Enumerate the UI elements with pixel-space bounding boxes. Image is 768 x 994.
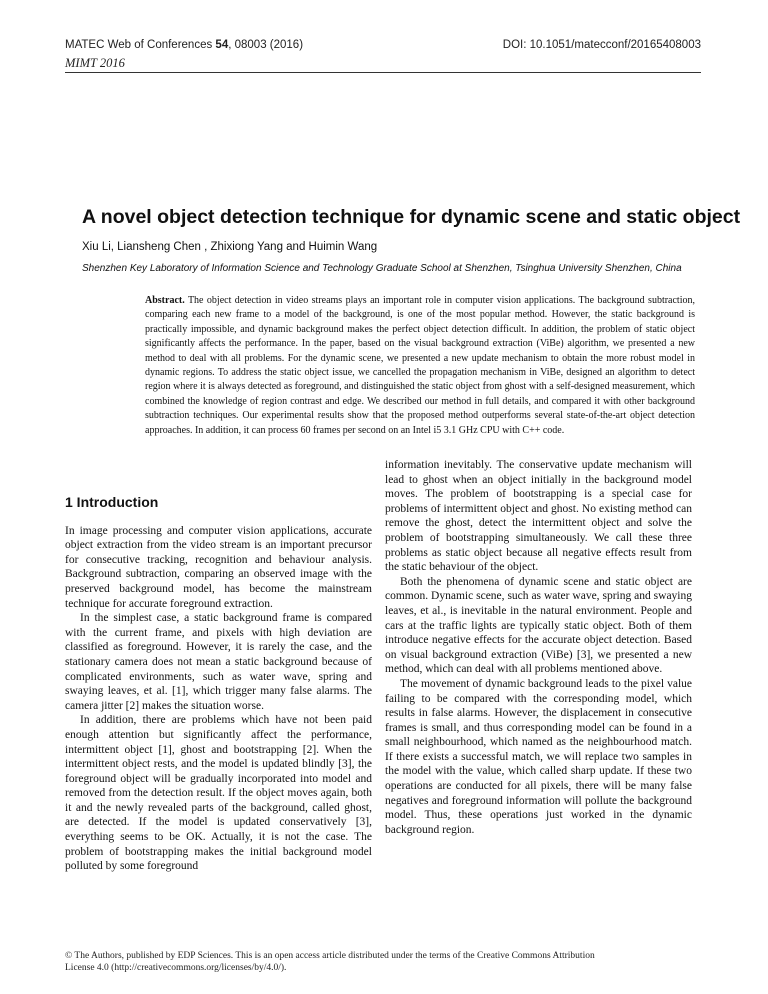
abstract-label: Abstract. <box>145 295 185 306</box>
header-divider <box>65 72 701 73</box>
journal-name: MATEC Web of Conferences <box>65 39 213 51</box>
left-column <box>65 460 372 874</box>
license-line: © The Authors, published by EDP Sciences. This is an open access article distributed under the terms of the Creative Commons Attribution <box>65 951 595 961</box>
article-number: 08003 (2016) <box>234 39 304 51</box>
abstract-text: The object detection in video streams plays an important role in computer vision applications. The background subtraction, comparing each new frame to a model of the background, is one of the most popular method. However, the static background is practically impossible, and dynamic background makes the perfect object detection difficult. In addition, the problem of static object significantly affects the performance. In the paper, based on the visual background extraction (ViBe) algorithm, we presented a new method to deal with all problems. For the dynamic scene, we presented a new update mechanism to obtain the more robust model in dynamic regions. To address the static object issue, we cancelled the propagation mechanism in ViBe, designed an algorithm to detect region where it is always detected as foreground, and distinguished the static object from ghost with a self-designed measurement, which combined the knowledge of region contrast and edge. We described our method in full details, and compared it with other background subtraction techniques. Our experimental results show that the proposed method outperforms several state-of-the-art object detection approaches. In addition, it can process 60 frames per second on an Intel i5 3.1 GHz CPU with C++ code. <box>145 295 695 436</box>
paragraph: In image processing and computer vision applications, accurate object extraction from the video stream is an important precursor for consecutive tracking, recognition and behaviour analysis. Background subtraction, comparing an observed image with the preserved background model, has become the mainstream technique for accurate foreground extraction. <box>65 524 372 610</box>
paragraph: Both the phenomena of dynamic scene and static object are common. Dynamic scene, such as water wave, spring and swaying leaves, et al., is inevitable in the natural environment. People and cars at the traffic lights are typically static object. Both of them introduce negative effects for the accurate object detection. Based on visual background extraction (ViBe) [3], we presented a new method, which can deal with all problems mentioned above. <box>385 575 692 676</box>
paragraph: information inevitably. The conservative update mechanism will lead to ghost when an object initially in the background model moves. The problem of bootstrapping is a special case for problems of intermittent object and ghost. No existing method can remove the ghost, detect the intermittent object and solve the problem of bootstrapping simultaneously. We call these three problems as static object because all negative effects result from the static behaviour of the object. <box>385 459 692 574</box>
license-footer <box>65 950 703 974</box>
conference-name: MIMT 2016 <box>65 56 125 70</box>
doi[interactable]: DOI: 10.1051/matecconf/20165408003 <box>502 39 701 51</box>
paper-title: A novel object detection technique for dynamic scene and static object <box>82 206 741 228</box>
journal-volume: 54 <box>215 39 229 51</box>
author-list: Xiu Li, Liansheng Chen , Zhixiong Yang and Huimin Wang <box>82 241 378 253</box>
license-line[interactable]: License 4.0 (http://creativecommons.org/licenses/by/4.0/). <box>65 963 287 973</box>
affiliation: Shenzhen Key Laboratory of Information Science and Technology Graduate School at Shenzhen, Tsinghua University Shenzhen, China <box>82 263 682 274</box>
paragraph: The movement of dynamic background leads to the pixel value failing to be compared with the corresponding model, which results in false alarms. However, the displacement in consecutive frames is small, and thus corresponding model can be found in a small neighbourhood, which named as the neighbourhood match. If there exists a successful match, we will replace two samples in the model with the value, which called sharp update. If these two operations are conducted for all pixels, there will be many false negatives and foreground information will pollute the background model. Thus, these operations just worked in the dynamic background region. <box>385 677 692 836</box>
journal-header: MATEC Web of Conferences 54, 08003 (2016) <box>65 39 304 51</box>
section-heading: 1 Introduction <box>65 494 159 510</box>
paragraph: In the simplest case, a static background frame is compared with the current frame, and pixels with high deviation are classified as foreground. However, it is rarely the case, and the stationary camera does not mean a static background because of complicated environments, such as water wave, spring and swaying leaves, et al. [1], which trigger many false alarms. The camera jitter [2] makes the situation worse. <box>65 612 372 712</box>
paragraph: In addition, there are problems which have not been paid enough attention but significantly affect the performance, intermittent object [1], ghost and bootstrapping [2]. When the intermittent object rests, and the model is updated blindly [3], the foreground object will be gradually incorporated into model and removed from the detection result. If the object moves again, both it and the newly revealed parts of the background, called ghost, are detected. If the model is updated conservatively [3], everything seems to be OK. Actually, it is not the case. The problem of bootstrapping makes the initial background model polluted by some foreground <box>65 714 372 873</box>
abstract <box>145 294 695 438</box>
right-column <box>385 458 692 837</box>
